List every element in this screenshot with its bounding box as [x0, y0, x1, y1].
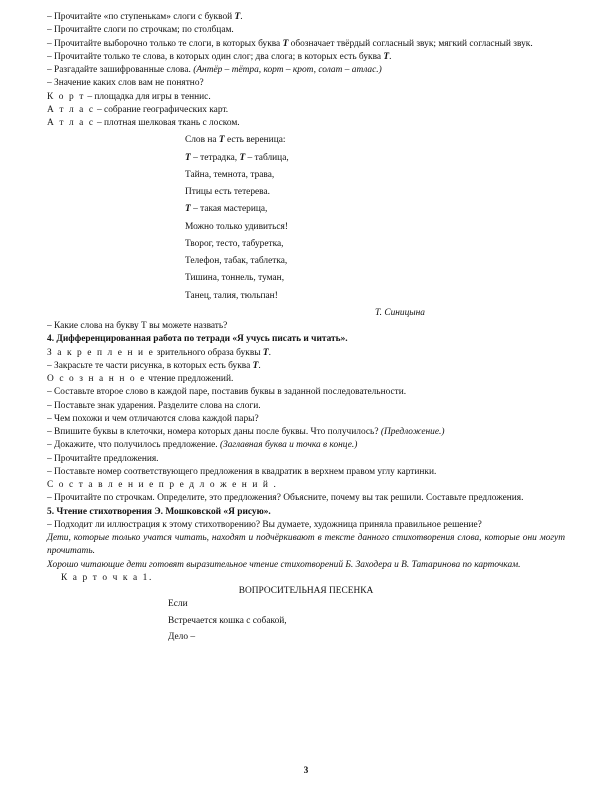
page-content [47, 11, 565, 644]
poem-line: Птицы есть тетерева. [185, 187, 270, 197]
instruction-line: – Поставьте номер соответствующего предложения в квадратик в верхнем правом углу картинки. [47, 466, 437, 477]
instruction-line: – Прочитайте только те слова, в которых один слог; два слога; в которых есть буква Т. [47, 51, 392, 62]
poem-line: Можно только удивиться! [185, 221, 288, 232]
instruction-line: – Докажите, что получилось предложение. (Заглавная буква и точка в конце.) [47, 440, 358, 451]
instruction-line: – Значение каких слов вам не понятно? [47, 78, 204, 89]
instruction-line: – Прочитайте слоги по строчкам; по столбцам. [47, 25, 234, 36]
instruction-paragraph: – Прочитайте по строчкам. Определите, это предложения? Объясните, почему вы так решили. Составьте предложения. [47, 493, 524, 504]
instruction-line: – Составьте второе слово в каждой паре, поставив буквы в заданной последовательности. [47, 387, 407, 398]
instruction-line: – Поставьте знак ударения. Разделите слова на слоги. [47, 400, 261, 411]
card-poem-line: Дело – [168, 631, 196, 642]
poem-line: Т – тетрадка, Т – таблица, [185, 152, 289, 163]
poem-line: Танец, талия, тюльпан! [185, 290, 278, 301]
card-title: ВОПРОСИТЕЛЬНАЯ ПЕСЕНКА [238, 586, 374, 596]
poem-line: Слов на Т есть вереница: [185, 135, 286, 146]
poem-author: Т. Синицына [375, 307, 425, 318]
card-poem-line: Встречается кошка с собакой, [168, 615, 287, 626]
subheading-line: З а к р е п л е н и е зрительного образа буквы Т. [47, 347, 271, 358]
instruction-line: – Впишите буквы в клеточки, номера которых даны после буквы. Что получилось? (Предложение.) [47, 427, 445, 437]
instruction-line: – Прочитайте предложения. [47, 453, 159, 464]
card-label: К а р т о ч к а 1. [61, 572, 153, 583]
poem-line: Творог, тесто, табуретка, [185, 238, 284, 249]
poem-line: Тишина, тоннель, туман, [185, 273, 285, 284]
poem-line: Т – такая мастерица, [185, 204, 268, 215]
definition-line: К о р т – площадка для игры в теннис. [47, 91, 211, 102]
note-paragraph: Дети, которые только учатся читать, находят и подчёркивают в тексте данного стихотворения слова, которые они могут прочитать. [47, 533, 565, 557]
instruction-line: – Какие слова на букву Т вы можете назвать? [47, 321, 228, 331]
instruction-line: – Закрасьте те части рисунка, в которых есть буква Т. [47, 360, 261, 371]
instruction-line: – Чем похожи и чем отличаются слова каждой пары? [47, 413, 259, 424]
instruction-paragraph: – Прочитайте выборочно только те слоги, в которых буква Т обозначает твёрдый согласный звук; мягкий согласный звук. [47, 38, 533, 49]
card-poem-line: Если [168, 599, 188, 610]
poem-line: Телефон, табак, таблетка, [185, 256, 288, 266]
subheading-line: С о с т а в л е н и е п р е д л о ж е н и й . [47, 480, 278, 490]
instruction-line: – Разгадайте зашифрованные слова. (Антёр – тётра, корт – крот, солат – атлас.) [47, 65, 382, 75]
poem-line: Тайна, темнота, трава, [185, 169, 275, 180]
note-paragraph: Хорошо читающие дети готовят выразительное чтение стихотворений Б. Заходера и В. Татаринова по карточкам. [47, 559, 521, 570]
section-heading: 4. Дифференцированная работа по тетради «Я учусь писать и читать». [47, 334, 348, 345]
definition-line: А т л а с – собрание географических карт. [47, 104, 229, 115]
subheading-line: О с о з н а н н о е чтение предложений. [47, 374, 234, 384]
section-heading: 5. Чтение стихотворения Э. Мошковской «Я рисую». [47, 506, 271, 517]
definition-line: А т л а с – плотная шелковая ткань с лоском. [47, 118, 240, 128]
page-number: 3 [303, 766, 309, 776]
instruction-line: – Прочитайте «по ступенькам» слоги с буквой Т. [47, 12, 243, 22]
instruction-line: – Подходит ли иллюстрация к этому стихотворению? Вы думаете, художница приняла правильное решение? [47, 519, 482, 530]
